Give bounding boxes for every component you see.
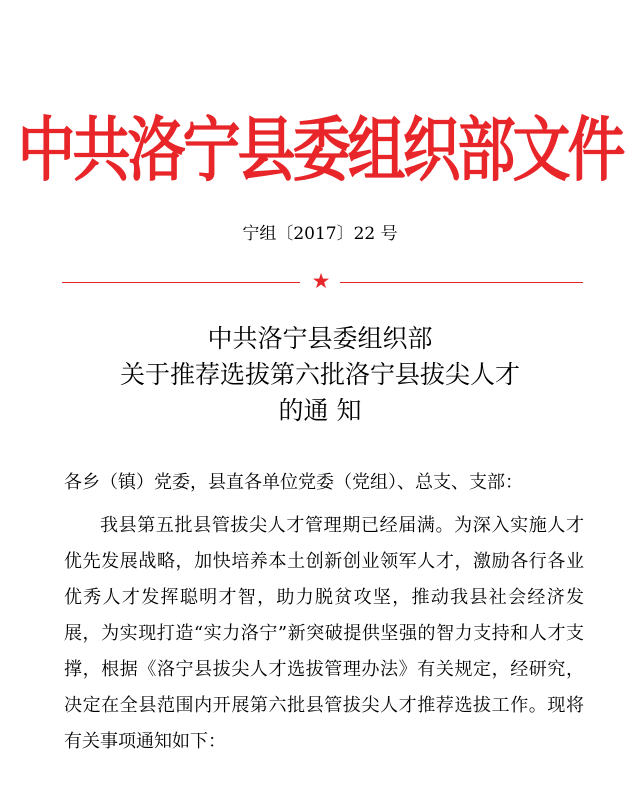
red-divider-left: [62, 282, 300, 283]
red-divider-right: [340, 282, 583, 283]
notice-title-line-3: 的通 知: [278, 396, 362, 425]
salutation: 各乡（镇）党委，县直各单位党委（党组）、总支、支部：: [64, 472, 523, 493]
star-icon: ★: [311, 269, 331, 293]
notice-title-line-2: 关于推荐选拔第六批洛宁县拔尖人才: [119, 360, 520, 389]
notice-title-line-1: 中共洛宁县委组织部: [207, 324, 433, 353]
masthead-title: 中共洛宁县委组织部文件: [17, 109, 623, 191]
document-number: 宁组〔2017〕22 号: [242, 224, 398, 244]
body-paragraph: 我县第五批县管拔尖人才管理期已经届满。为深入实施人才优先发展战略，加快培养本土创新创业领军人才，激励各行各业优秀人才发挥聪明才智，助力脱贫攻坚，推动我县社会经济发展，为实现打造“实力洛宁”新突破提供坚强的智力支持和人才支撑，根据《洛宁县拔尖人才选拔管理办法》有关规定，经研究，决定在全县范围内开展第六批县管拔尖人才推荐选拔工作。现将有关事项通知如下：: [64, 515, 584, 752]
